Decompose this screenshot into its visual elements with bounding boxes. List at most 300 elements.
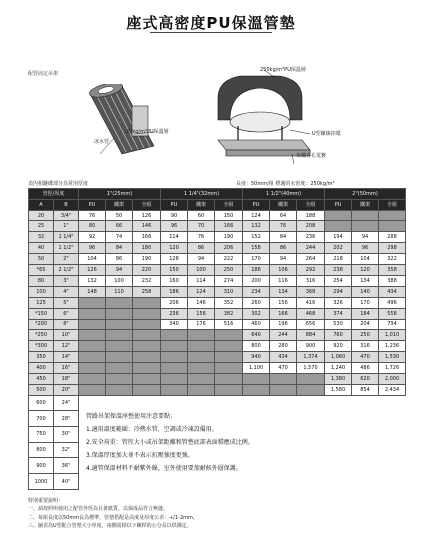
table-cell: *150 — [29, 308, 54, 319]
table-cell: 1,240 — [325, 363, 352, 374]
table-cell: 18" — [54, 373, 79, 384]
table-cell: 190 — [133, 254, 161, 265]
table-cell: 316 — [297, 275, 325, 286]
subheader-total: 全組 — [297, 199, 325, 210]
table-cell: 86 — [106, 254, 133, 265]
table-cell: 30" — [54, 427, 79, 443]
table-cell: 250 — [352, 330, 379, 341]
table-cell: 190 — [215, 232, 243, 243]
table-cell — [188, 373, 215, 384]
section-subheading: 配管固定吊架 — [28, 71, 59, 77]
table-cell: 76 — [188, 232, 215, 243]
subheader-total: 全組 — [379, 199, 406, 210]
table-cell: 236 — [161, 308, 188, 319]
table-cell: 84 — [270, 232, 297, 243]
table-cell — [161, 330, 188, 341]
usage-note-item: 1.適用溫度範圍：冷熱水管，空調或冷凍設備用。 — [86, 425, 218, 433]
table-cell: 146 — [188, 297, 215, 308]
table-row — [29, 384, 406, 395]
table-cell: 114 — [161, 232, 188, 243]
table-cell: 274 — [215, 275, 243, 286]
table-cell: 516 — [215, 319, 243, 330]
table-cell — [188, 352, 215, 363]
table-row — [29, 275, 406, 286]
table-row — [29, 221, 406, 232]
table-cell: 388 — [379, 275, 406, 286]
table-cell — [215, 330, 243, 341]
table-cell — [188, 384, 215, 395]
table-cell: 236 — [297, 232, 325, 243]
table-cell: 150 — [215, 210, 243, 221]
table-cell — [297, 384, 325, 395]
table-cell: 114 — [188, 275, 215, 286]
table-cell: 734 — [379, 319, 406, 330]
table-cell: 232 — [133, 275, 161, 286]
table-cell — [79, 373, 106, 384]
table-row — [29, 341, 406, 352]
subheader-total: 全組 — [215, 199, 243, 210]
table-cell: 125 — [29, 297, 54, 308]
table-cell: 900 — [297, 341, 325, 352]
pipe-insulation-illustration — [62, 84, 172, 164]
table-cell — [106, 330, 133, 341]
table-cell: 104 — [79, 254, 106, 265]
table-cell: 194 — [325, 232, 352, 243]
table-header-row — [29, 189, 406, 200]
table-cell: 66 — [106, 221, 133, 232]
table-cell: 486 — [352, 363, 379, 374]
table-cell: 76 — [79, 210, 106, 221]
table-cell — [106, 319, 133, 330]
table-cell — [161, 352, 188, 363]
table-cell: 140 — [352, 286, 379, 297]
table-cell: 148 — [79, 286, 106, 297]
table-cell — [133, 308, 161, 319]
table-cell: 358 — [379, 265, 406, 276]
subheader-pu: PU — [243, 199, 270, 210]
table-cell: 234 — [243, 286, 270, 297]
table-row — [29, 395, 406, 411]
table-row — [29, 363, 406, 374]
table-cell: 800 — [29, 442, 54, 458]
table-cell — [133, 319, 161, 330]
table-cell — [133, 352, 161, 363]
table-cell: 134 — [270, 286, 297, 297]
table-cell: 12" — [54, 341, 79, 352]
table-row — [29, 308, 406, 319]
table-cell: 350 — [29, 352, 54, 363]
table-cell: 80 — [29, 275, 54, 286]
table-cell: 36" — [54, 458, 79, 474]
table-cell: 146 — [133, 221, 161, 232]
table-cell: 288 — [379, 232, 406, 243]
table-cell: 244 — [270, 330, 297, 341]
footer-notes — [28, 497, 198, 530]
table-cell: 260 — [243, 297, 270, 308]
table-cell: 156 — [270, 297, 297, 308]
table-cell — [133, 330, 161, 341]
table-cell — [106, 373, 133, 384]
table-cell: 120 — [352, 265, 379, 276]
subheader-total: 全組 — [133, 199, 161, 210]
table-cell — [188, 341, 215, 352]
table-cell: 126 — [133, 210, 161, 221]
table-cell: 620 — [352, 373, 379, 384]
table-cell: 176 — [188, 319, 215, 330]
table-cell: 1,100 — [243, 363, 270, 374]
table-cell: 460 — [243, 319, 270, 330]
table-cell: 496 — [379, 297, 406, 308]
table-cell: 222 — [215, 254, 243, 265]
table-cell — [79, 341, 106, 352]
table-cell: 186 — [243, 265, 270, 276]
table-cell: 600 — [29, 395, 54, 411]
table-cell: 20" — [54, 384, 79, 395]
title-underline — [150, 32, 272, 33]
usage-notes — [79, 395, 406, 489]
table-cell: 120 — [161, 243, 188, 254]
table-cell — [106, 297, 133, 308]
table-row — [29, 373, 406, 384]
table-cell: 196 — [270, 319, 297, 330]
table-cell: 166 — [270, 308, 297, 319]
table-cell — [79, 363, 106, 374]
table-cell: 470 — [352, 352, 379, 363]
subheader-bracket: 鐵架 — [352, 199, 379, 210]
table-cell: 74 — [106, 232, 133, 243]
table-cell: 750 — [29, 427, 54, 443]
table-cell: 6" — [54, 308, 79, 319]
table-cell: 94 — [270, 254, 297, 265]
table-cell: 106 — [270, 265, 297, 276]
table-cell: 206 — [161, 297, 188, 308]
table-cell: 302 — [243, 308, 270, 319]
table-cell: 1,530 — [379, 352, 406, 363]
table-cell — [133, 384, 161, 395]
table-cell: 32 — [29, 232, 54, 243]
table-cell: 220 — [133, 265, 161, 276]
table-cell: 1,580 — [325, 384, 352, 395]
table-cell — [188, 363, 215, 374]
table-cell: 900 — [29, 458, 54, 474]
table-cell: 208 — [297, 221, 325, 232]
table-cell: 132 — [79, 275, 106, 286]
table-cell: 94 — [352, 232, 379, 243]
header-group-1: 1"(25mm) — [79, 189, 161, 200]
table-row — [29, 352, 406, 363]
table-cell — [325, 221, 352, 232]
header-group-2: 1 1/4"(32mm) — [161, 189, 243, 200]
table-cell: 294 — [325, 286, 352, 297]
table-cell: 254 — [325, 275, 352, 286]
table-cell: 264 — [297, 254, 325, 265]
table-cell: 298 — [379, 243, 406, 254]
usage-notes-title: 管路吊架保溫座墊使用注意要點： — [86, 412, 177, 420]
table-cell — [161, 384, 188, 395]
table-row — [29, 243, 406, 254]
table-cell — [352, 221, 379, 232]
table-cell — [215, 352, 243, 363]
table-cell — [161, 363, 188, 374]
table-cell — [379, 210, 406, 221]
table-row — [29, 210, 406, 221]
table-cell — [243, 373, 270, 384]
table-cell: 884 — [297, 330, 325, 341]
table-cell: 530 — [325, 319, 352, 330]
table-cell: 2,000 — [379, 373, 406, 384]
table-cell: 132 — [243, 221, 270, 232]
table-cell — [133, 341, 161, 352]
table-cell — [243, 384, 270, 395]
table-cell: 2,434 — [379, 384, 406, 395]
header-group-4: 2"(50mm) — [325, 189, 406, 200]
table-cell: 1000 — [29, 474, 54, 490]
table-cell: 244 — [297, 243, 325, 254]
table-cell: 434 — [379, 286, 406, 297]
table-cell: 166 — [215, 221, 243, 232]
table-cell — [79, 319, 106, 330]
table-cell: 1,380 — [325, 373, 352, 384]
table-cell — [133, 297, 161, 308]
label-left-pipe: 冰水管 — [94, 139, 110, 145]
subheader-bracket: 鐵架 — [106, 199, 133, 210]
table-cell: *300 — [29, 341, 54, 352]
usage-notes-box — [80, 410, 405, 476]
header-pipe-size: 管徑/厚度 — [29, 189, 79, 200]
table-cell — [215, 384, 243, 395]
table-cell — [161, 341, 188, 352]
table-cell — [352, 210, 379, 221]
label-left-pu: 20kg/m³PU保溫層 — [126, 129, 169, 135]
table-row — [29, 297, 406, 308]
table-cell: 70 — [188, 221, 215, 232]
table-cell — [215, 363, 243, 374]
table-cell: 218 — [325, 254, 352, 265]
footer-line: 特別重要說明： — [28, 498, 64, 504]
table-cell: 368 — [297, 286, 325, 297]
label-right-base: 角鐵有孔電鍍 — [296, 153, 327, 159]
table-cell: 310 — [215, 286, 243, 297]
table-cell: 116 — [270, 275, 297, 286]
table-cell: 170 — [243, 254, 270, 265]
table-cell: 80 — [79, 221, 106, 232]
table-cell: 158 — [243, 243, 270, 254]
table-cell: 1,570 — [297, 363, 325, 374]
subheader-pu: PU — [79, 199, 106, 210]
table-cell: 64 — [270, 210, 297, 221]
table-cell: 186 — [161, 286, 188, 297]
table-cell: 640 — [243, 330, 270, 341]
table-cell: 100 — [29, 286, 54, 297]
table-cell — [79, 308, 106, 319]
table-cell: *65 — [29, 265, 54, 276]
table-cell: 316 — [352, 341, 379, 352]
table-cell: *250 — [29, 330, 54, 341]
table-cell: 280 — [270, 341, 297, 352]
table-cell: 3/4" — [54, 210, 79, 221]
table-cell: 920 — [325, 341, 352, 352]
table-cell: 28" — [54, 411, 79, 427]
table-cell: 160 — [161, 275, 188, 286]
table-cell: 50 — [106, 210, 133, 221]
table-cell — [106, 352, 133, 363]
subheader-pu: PU — [325, 199, 352, 210]
table-cell: 84 — [106, 243, 133, 254]
table-note-left: 表內相鏈碟部分為常用厚度 — [28, 181, 89, 187]
table-cell: 134 — [352, 275, 379, 286]
table-cell — [297, 373, 325, 384]
table-cell: 450 — [29, 373, 54, 384]
table-cell: 124 — [188, 286, 215, 297]
table-cell: 180 — [133, 243, 161, 254]
table-cell — [106, 308, 133, 319]
table-cell: 202 — [325, 243, 352, 254]
table-cell: 152 — [243, 232, 270, 243]
footer-line: 三、圖表為U型配合管墊大小厚度，兩側需相以下螺桿的公分長以供測定。 — [28, 522, 192, 529]
table-row — [29, 286, 406, 297]
table-cell — [106, 341, 133, 352]
table-cell — [106, 384, 133, 395]
table-cell: 40" — [54, 474, 79, 490]
table-cell — [79, 352, 106, 363]
table-cell: 150 — [161, 265, 188, 276]
table-cell: 434 — [270, 352, 297, 363]
table-cell: 250 — [215, 265, 243, 276]
table-cell: 1,236 — [379, 341, 406, 352]
table-cell — [133, 373, 161, 384]
table-cell: 1 1/2" — [54, 243, 79, 254]
subheader-bracket: 鐵架 — [270, 199, 297, 210]
subheader-pu: PU — [161, 199, 188, 210]
footer-line: 二、每組長度以50mm長為標準，管墊搭配是高度及厚度公差：+/1-2mm。 — [28, 514, 198, 521]
table-row — [29, 232, 406, 243]
page-title: 座式高密度PU保溫管墊 — [126, 14, 296, 32]
table-cell — [215, 373, 243, 384]
table-cell: 204 — [352, 319, 379, 330]
table-cell: 382 — [215, 308, 243, 319]
table-cell: 24" — [54, 395, 79, 411]
table-cell: 558 — [379, 308, 406, 319]
table-cell: 124 — [243, 210, 270, 221]
table-cell: 200 — [243, 275, 270, 286]
table-cell: 94 — [106, 265, 133, 276]
table-cell: 238 — [325, 265, 352, 276]
table-cell: 854 — [352, 384, 379, 395]
table-cell — [79, 297, 106, 308]
table-cell: 96 — [79, 243, 106, 254]
table-cell: 32" — [54, 442, 79, 458]
subheader-a: A — [29, 199, 54, 210]
table-cell: 100 — [106, 275, 133, 286]
table-cell: 104 — [352, 254, 379, 265]
table-cell: 8" — [54, 319, 79, 330]
table-cell: 470 — [270, 363, 297, 374]
table-cell: 86 — [270, 243, 297, 254]
subheader-b: B — [54, 199, 79, 210]
table-cell: 1,726 — [379, 363, 406, 374]
table-cell: 170 — [352, 297, 379, 308]
table-cell: 96 — [161, 221, 188, 232]
table-cell: 128 — [161, 254, 188, 265]
table-cell: 25 — [29, 221, 54, 232]
table-cell: *200 — [29, 319, 54, 330]
table-cell — [379, 221, 406, 232]
table-subheader-row — [29, 199, 406, 210]
table-cell — [215, 341, 243, 352]
table-cell: 96 — [352, 243, 379, 254]
table-note-right: 長度：50mm/組 標適的水密度：250kg/m³ — [236, 181, 335, 187]
table-cell: 40 — [29, 243, 54, 254]
table-cell — [106, 363, 133, 374]
table-cell: 14" — [54, 352, 79, 363]
table-cell: 258 — [133, 286, 161, 297]
table-cell: 1,060 — [325, 352, 352, 363]
table-cell: 800 — [243, 341, 270, 352]
table-cell: 322 — [379, 254, 406, 265]
table-cell: 1,374 — [297, 352, 325, 363]
table-cell: 166 — [133, 232, 161, 243]
table-cell: 206 — [215, 243, 243, 254]
table-cell: 940 — [243, 352, 270, 363]
usage-note-item: 3.保溫厚度加大並不表示抗壓強度更強。 — [86, 452, 194, 460]
table-cell: 110 — [106, 286, 133, 297]
table-row — [29, 319, 406, 330]
table-cell — [161, 373, 188, 384]
table-cell: 60 — [188, 210, 215, 221]
table-cell: 1,010 — [379, 330, 406, 341]
table-cell: 92 — [79, 232, 106, 243]
pu-block — [218, 76, 302, 132]
label-right-pu: 250kg/m³PU保溫層 — [260, 67, 306, 73]
table-cell: 76 — [270, 221, 297, 232]
table-cell: 292 — [297, 265, 325, 276]
usage-note-item: 4.適管保溫材料不耐紫外線，室外使用要加耐候外層保護。 — [86, 465, 242, 473]
spec-table — [28, 188, 406, 490]
table-cell — [270, 384, 297, 395]
table-cell: 3" — [54, 275, 79, 286]
table-cell: 90 — [161, 210, 188, 221]
table-cell: 352 — [215, 297, 243, 308]
table-cell: 468 — [297, 308, 325, 319]
table-cell: 1 1/4" — [54, 232, 79, 243]
table-cell: 50 — [29, 254, 54, 265]
table-cell: 100 — [188, 265, 215, 276]
table-cell: 2" — [54, 254, 79, 265]
subheader-bracket: 鐵架 — [188, 199, 215, 210]
table-cell: 16" — [54, 363, 79, 374]
table-cell: 416 — [297, 297, 325, 308]
table-cell: 4" — [54, 286, 79, 297]
table-row — [29, 254, 406, 265]
table-cell: 400 — [29, 363, 54, 374]
table-cell: 700 — [29, 411, 54, 427]
table-cell: 5" — [54, 297, 79, 308]
table-cell — [79, 384, 106, 395]
table-cell: 760 — [325, 330, 352, 341]
table-cell: 184 — [352, 308, 379, 319]
table-cell — [188, 330, 215, 341]
table-cell: 20 — [29, 210, 54, 221]
table-cell — [133, 363, 161, 374]
table-cell: 1" — [54, 221, 79, 232]
table-cell: 656 — [297, 319, 325, 330]
table-cell — [325, 210, 352, 221]
table-cell: 326 — [325, 297, 352, 308]
usage-note-item: 2.安全荷重：管徑大小或吊架距離和管墊底部表面積應成比例。 — [86, 438, 254, 446]
table-cell: 500 — [29, 384, 54, 395]
table-cell — [79, 330, 106, 341]
table-cell: 156 — [188, 308, 215, 319]
